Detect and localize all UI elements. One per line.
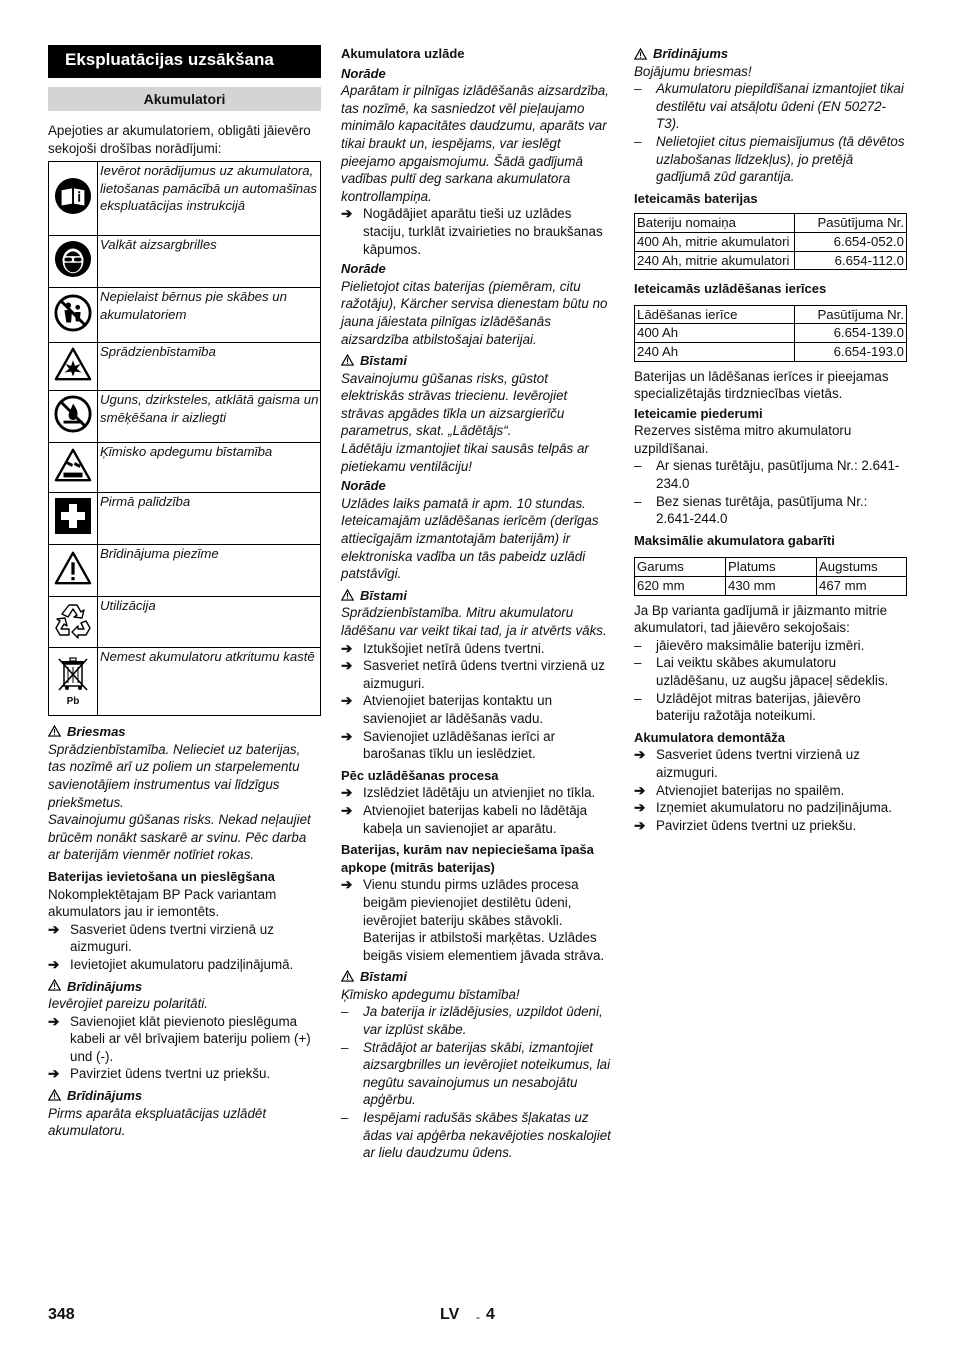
no-waste-bin-pb-icon bbox=[49, 648, 98, 716]
arrow-icon: ➔ bbox=[341, 877, 353, 893]
step-item: ➔ Sasveriet netīrā ūdens tvertni virzienā uz aizmuguri. bbox=[341, 658, 605, 691]
symbol-row bbox=[49, 443, 321, 493]
warning-triangle-icon bbox=[48, 979, 61, 991]
warning-triangle-icon bbox=[48, 725, 61, 737]
warning-text: Bojājumu briesmas! bbox=[634, 63, 752, 79]
arrow-icon: ➔ bbox=[634, 800, 646, 816]
table-header-row: Lādēšanas ierīce Pasūtījuma Nr. bbox=[635, 305, 907, 324]
arrow-icon: ➔ bbox=[634, 817, 646, 833]
keep-children-away-icon bbox=[49, 288, 98, 343]
danger-text: Lādētāju izmantojiet tikai sausās telpās ar pietiekamu ventilāciju! bbox=[341, 441, 589, 474]
danger-text: Sprādzienbīstamība. Nelieciet uz baterijas, tas nozīmē arī uz poliem un starpelementu savienotājiem instrumentus vai līdzīgus priekšmetus. bbox=[48, 741, 301, 810]
chemical-burn-icon bbox=[49, 443, 98, 493]
warning-triangle-icon bbox=[341, 354, 354, 366]
step-item: ➔ Nogādājiet aparātu tieši uz uzlādes staciju, turklāt izvairieties no braukšanas kāpumos. bbox=[341, 206, 603, 257]
step-item: ➔ Izslēdziet lādētāju un atvienjiet no tīkla. bbox=[341, 785, 596, 801]
symbol-text: Brīdinājuma piezīme bbox=[98, 545, 321, 597]
section-title: Ekspluatācijas uzsākšana bbox=[48, 45, 321, 78]
warning-text: Pirms aparāta ekspluatācijas uzlādēt akumulatoru. bbox=[48, 1105, 267, 1139]
warning-triangle-icon bbox=[634, 48, 647, 60]
list-item: – Ar sienas turētāju, pasūtījuma Nr.: 2.641-234.0 bbox=[634, 458, 900, 492]
warning-text: Ievērojiet pareizu polaritāti. bbox=[48, 996, 209, 1012]
step-item: ➔ Sasveriet ūdens tvertni virzienā uz aizmuguri. bbox=[48, 921, 274, 955]
body-text: Baterijas un lādēšanas ierīces ir pieejamas specializētajās tirdzniecības vietās. bbox=[634, 368, 889, 402]
column-3 bbox=[634, 45, 907, 834]
warning-triangle-icon bbox=[341, 970, 354, 982]
arrow-icon: ➔ bbox=[634, 782, 646, 798]
symbol-text: Sprādzienbīstamība bbox=[98, 343, 321, 391]
table-row: 240 Ah 6.654-193.0 bbox=[635, 342, 907, 361]
symbol-row bbox=[49, 162, 321, 236]
list-item: – Lai veiktu skābes akumulatoru uzlādēšanu, uz augšu jāpaceļ sēdeklis. bbox=[634, 655, 889, 688]
warning-triangle-icon bbox=[48, 1089, 61, 1101]
note-heading: Norāde bbox=[341, 261, 386, 277]
dimensions-table bbox=[634, 557, 907, 595]
list-item: – Uzlādējot mitras baterijas, jāievēro bateriju ražotāja noteikumi. bbox=[634, 690, 861, 724]
symbol-row bbox=[49, 343, 321, 391]
symbol-text: Ievērot norādījumus uz akumulatora, lietošanas pamācībā un automašīnas ekspluatācijas instrukcijā bbox=[98, 162, 321, 236]
danger-heading: Bīstami bbox=[341, 585, 614, 605]
danger-text: Savainojumu gūšanas risks, gūstot elektriskās strāvas triecienu. Ievērojiet strāvas apgādes tīkla un aizsargierīču parametrus, skat. „Lādētājs“. bbox=[341, 370, 568, 439]
symbol-row bbox=[49, 288, 321, 343]
body-text: Rezerves sistēma mitro akumulatoru uzpildīšanai. bbox=[634, 423, 852, 456]
step-item: ➔ Izņemiet akumulatoru no padziļinājuma. bbox=[634, 800, 892, 816]
arrow-icon: ➔ bbox=[48, 956, 60, 972]
table-row: 240 Ah, mitrie akumulatori 6.654-112.0 bbox=[635, 251, 907, 270]
subheading: Maksimālie akumulatora gabarīti bbox=[634, 532, 835, 548]
note-heading: Norāde bbox=[341, 478, 386, 494]
subheading: Ieteicamās uzlādēšanas ierīces bbox=[634, 281, 827, 297]
batteries-table bbox=[634, 213, 907, 270]
safety-goggles-icon bbox=[49, 236, 98, 288]
arrow-icon: ➔ bbox=[341, 206, 353, 222]
list-item: – Ja baterija ir izlādējusies, uzpildot ūdeni, var izplūst skābe. bbox=[341, 1004, 603, 1038]
list-item: – Nelietojiet citus piemaisījumus (tā dēvētos uzlabošanas līdzekļus), jo pretējā gadījumā zūd garantija. bbox=[634, 133, 905, 185]
symbol-text: Utilizācija bbox=[98, 597, 321, 648]
note-heading: Norāde bbox=[341, 65, 386, 81]
table-header-row: Bateriju nomaiņa Pasūtījuma Nr. bbox=[635, 214, 907, 233]
body-text: Nokomplektētajam BP Pack variantam akumulators jau ir iemontēts. bbox=[48, 886, 277, 920]
symbol-row bbox=[49, 648, 321, 716]
danger-heading: Bīstami bbox=[341, 966, 614, 986]
step-item: ➔ Pavirziet ūdens tvertni uz priekšu. bbox=[48, 1066, 271, 1082]
arrow-icon: ➔ bbox=[341, 802, 353, 818]
warning-icon bbox=[49, 545, 98, 597]
danger-text: Ķīmisko apdegumu bīstamība! bbox=[341, 986, 520, 1002]
arrow-icon: ➔ bbox=[634, 747, 646, 763]
page-number: 348 bbox=[48, 1306, 75, 1323]
list-item: – Akumulatoru piepildīšanai izmantojiet tikai destilētu vai atsāļotu ūdeni (EN 50272-T3). bbox=[634, 81, 904, 132]
subheading: Ieteicamie piederumi bbox=[634, 405, 763, 421]
chargers-table bbox=[634, 305, 907, 362]
subheading: Pēc uzlādēšanas procesa bbox=[341, 767, 499, 783]
arrow-icon: ➔ bbox=[341, 640, 353, 656]
manual-info-icon bbox=[49, 162, 98, 236]
warning-heading: Brīdinājums bbox=[48, 976, 321, 996]
first-aid-icon bbox=[49, 493, 98, 545]
column-1 bbox=[48, 45, 321, 1140]
list-item: – Iespējami radušās skābes šļakatas uz ādas vai apģērba nekavējoties noskalojiet ar lielu daudzumu ūdens. bbox=[341, 1110, 611, 1161]
intro-text: Apejoties ar akumulatoriem, obligāti jāievēro sekojoši drošības norādījumi: bbox=[48, 123, 311, 156]
arrow-icon: ➔ bbox=[48, 1013, 60, 1029]
danger-heading: Bīstami bbox=[341, 350, 614, 370]
note-text: Aparātam ir pilnīgas izlādēšanās aizsardzība, tas nozīmē, ka sasniedzot vēl pieļaujamo minimālo kapacitātes daudzumu, aparāts var tikai braukt un, iespējams, var ieslēgt pieejamo apgaismojumu. Šādā gadījumā vadības pultī deg sarkana akumulatora kontrollampiņa. bbox=[341, 83, 609, 204]
danger-text: Sprādzienbīstamība. Mitru akumulatoru lādēšanu var veikt tikai tad, ja ir atvērts vāks. bbox=[341, 605, 607, 638]
table-header-row: Garums Platums Augstums bbox=[635, 558, 907, 577]
symbol-row bbox=[49, 391, 321, 443]
step-item: ➔ Pavirziet ūdens tvertni uz priekšu. bbox=[634, 817, 857, 833]
table-row: 400 Ah, mitrie akumulatori 6.654-052.0 bbox=[635, 232, 907, 251]
table-row: 620 mm 430 mm 467 mm bbox=[635, 577, 907, 596]
step-item: ➔ Vienu stundu pirms uzlādes procesa beigām pievienojiet destilētu ūdeni, ievērojiet bateriju skābes stāvokli. Baterijas ir atbilstoši marķētas. Uzlādes beigās visiem elementiem jāvada strāva. bbox=[341, 877, 605, 963]
subheading: Akumulatora demontāža bbox=[634, 729, 785, 745]
arrow-icon: ➔ bbox=[48, 1066, 60, 1082]
subheading: Baterijas ievietošana un pieslēgšana bbox=[48, 868, 275, 884]
arrow-icon: ➔ bbox=[341, 728, 353, 744]
column-2 bbox=[341, 45, 614, 1162]
warning-heading: Brīdinājums bbox=[48, 1085, 321, 1105]
body-text: Ja Bp varianta gadījumā ir jāizmanto mitrie akumulatori, tad jāievēro sekojošais: bbox=[634, 602, 888, 636]
section-number: 4 bbox=[486, 1306, 495, 1323]
warning-triangle-icon bbox=[341, 589, 354, 601]
danger-heading: Briesmas bbox=[48, 721, 321, 741]
arrow-icon: ➔ bbox=[341, 785, 353, 801]
symbol-text: Pirmā palīdzība bbox=[98, 493, 321, 545]
no-fire-smoking-icon bbox=[49, 391, 98, 443]
step-item: ➔ Savienojiet klāt pievienoto pieslēguma kabeli ar vēl brīvajiem bateriju poliem (+) und (-). bbox=[48, 1013, 311, 1064]
list-item: – jāievēro maksimālie bateriju izmēri. bbox=[634, 637, 865, 653]
arrow-icon: ➔ bbox=[341, 693, 353, 709]
arrow-icon: ➔ bbox=[341, 658, 353, 674]
language-code: LV bbox=[440, 1306, 460, 1323]
symbol-text: Nepielaist bērnus pie skābes un akumulatoriem bbox=[98, 288, 321, 343]
symbol-row bbox=[49, 597, 321, 648]
table-row: 400 Ah 6.654-139.0 bbox=[635, 324, 907, 343]
step-item: ➔ Atvienojiet baterijas no spailēm. bbox=[634, 782, 845, 798]
danger-text: Savainojumu gūšanas risks. Nekad neļaujiet brūcēm nonākt saskarē ar svinu. Pēc darba ar baterijām vienmēr notīriet rokas. bbox=[48, 812, 311, 863]
step-item: ➔ Savienojiet uzlādēšanas ierīci ar barošanas tīklu un ieslēdziet. bbox=[341, 728, 556, 762]
subheading: Baterijas, kurām nav nepieciešama īpaša apkope (mitrās baterijas) bbox=[341, 842, 594, 875]
explosion-hazard-icon bbox=[49, 343, 98, 391]
warning-heading: Brīdinājums bbox=[634, 45, 907, 63]
subheading: Ieteicamās baterijas bbox=[634, 190, 758, 206]
symbol-row bbox=[49, 236, 321, 288]
step-item: ➔ Iztukšojiet netīrā ūdens tvertni. bbox=[341, 640, 545, 656]
subsection-title: Akumulatori bbox=[48, 87, 321, 111]
symbol-row bbox=[49, 493, 321, 545]
step-item: ➔ Atvienojiet baterijas kontaktu un savienojiet ar lādēšanās vadu. bbox=[341, 693, 553, 726]
subheading: Akumulatora uzlāde bbox=[341, 46, 465, 61]
symbol-text: Valkāt aizsargbrilles bbox=[98, 236, 321, 288]
symbol-text: Uguns, dzirksteles, atklātā gaisma un smēķēšana ir aizliegti bbox=[98, 391, 321, 443]
pb-label: Pb bbox=[66, 696, 80, 708]
note-text: Uzlādes laiks pamatā ir apm. 10 stundas. Ieteicamajām uzlādēšanas ierīcēm (derīgas attiecīgajām izmantotajām baterijām) ir elektroniska vadība un tās pabeidz uzlādi patstāvīgi. bbox=[341, 495, 599, 582]
symbol-text: Ķīmisko apdegumu bīstamība bbox=[98, 443, 321, 493]
recycling-icon bbox=[49, 597, 98, 648]
symbol-row bbox=[49, 545, 321, 597]
safety-symbols-table bbox=[48, 161, 321, 716]
symbol-text: Nemest akumulatoru atkritumu kastē bbox=[98, 648, 321, 716]
step-item: ➔ Ievietojiet akumulatoru padziļinājumā. bbox=[48, 956, 294, 972]
list-item: – Strādājot ar baterijas skābi, izmantojiet aizsargbrilles un ievērojiet noteikumus, lai negūtu savainojumus un nesabojātu apģērbu. bbox=[341, 1039, 611, 1108]
footer-separator: - bbox=[476, 1310, 480, 1324]
note-text: Pielietojot citas baterijas (piemēram, citu ražotāju), Kärcher servisa dienestam būtu no jauna jāiestata pilnīgas izlādēšanās aizsardzība atbilstošajai baterijai. bbox=[341, 278, 608, 347]
list-item: – Bez sienas turētāja, pasūtījuma Nr.: 2.641-244.0 bbox=[634, 493, 868, 527]
step-item: ➔ Sasveriet ūdens tvertni virzienā uz aizmuguri. bbox=[634, 747, 860, 780]
step-item: ➔ Atvienojiet baterijas kabeli no lādētāja kabeļa un savienojiet ar aparātu. bbox=[341, 802, 588, 836]
arrow-icon: ➔ bbox=[48, 921, 60, 937]
